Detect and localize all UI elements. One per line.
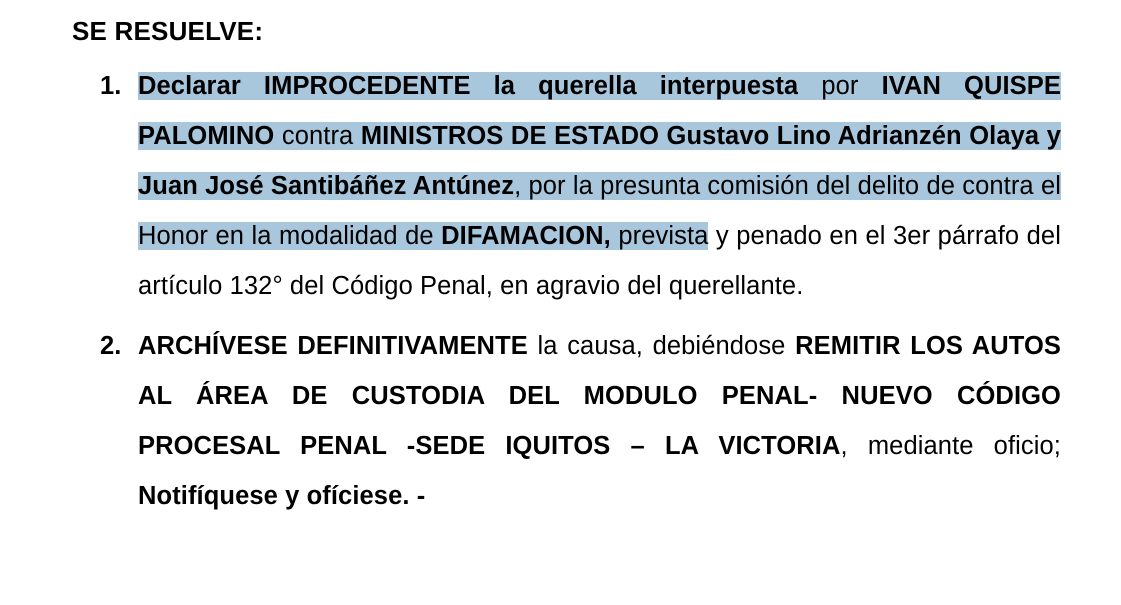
list-item-marker: 2. [100,332,122,361]
text-run: ARCHÍVESE DEFINITIVAMENTE [138,332,528,361]
text-run: y penado en el 3er párrafo del artículo 132° del Código Penal, en agravio del querellante. [138,222,1061,301]
text-run: , mediante oficio; [840,432,1061,461]
text-run: Declarar IMPROCEDENTE la querella interpuesta [138,72,799,101]
text-run: prevista [610,222,709,251]
list-item-marker: 1. [100,72,122,101]
resolution-list [72,61,1061,521]
text-run: REMITIR LOS AUTOS AL ÁREA DE CUSTODIA DEL MODULO PENAL- NUEVO CÓDIGO PROCESAL PENAL -SEDE IQUITOS – LA VICTORIA [138,332,1061,461]
text-run: MINISTROS DE ESTADO Gustavo Lino Adrianzén Olaya y Juan José Santibáñez Antúnez [138,122,1062,201]
list-item-text-1 [138,61,1061,311]
page-title: SE RESUELVE: [72,16,264,46]
list-item-text-2 [138,321,1061,521]
text-run: DIFAMACION, [441,222,611,251]
text-run: Notifíquese y ofíciese. - [138,482,426,511]
list-item [72,61,1061,311]
text-run: la causa, debiéndose [527,332,796,361]
text-run: contra [274,122,361,151]
text-run: , por la presunta comisión del delito de contra el Honor en la modalidad de [138,172,1061,251]
list-item [72,321,1061,521]
text-run: IVAN QUISPE PALOMINO [138,72,1061,151]
text-run: por [798,72,882,101]
